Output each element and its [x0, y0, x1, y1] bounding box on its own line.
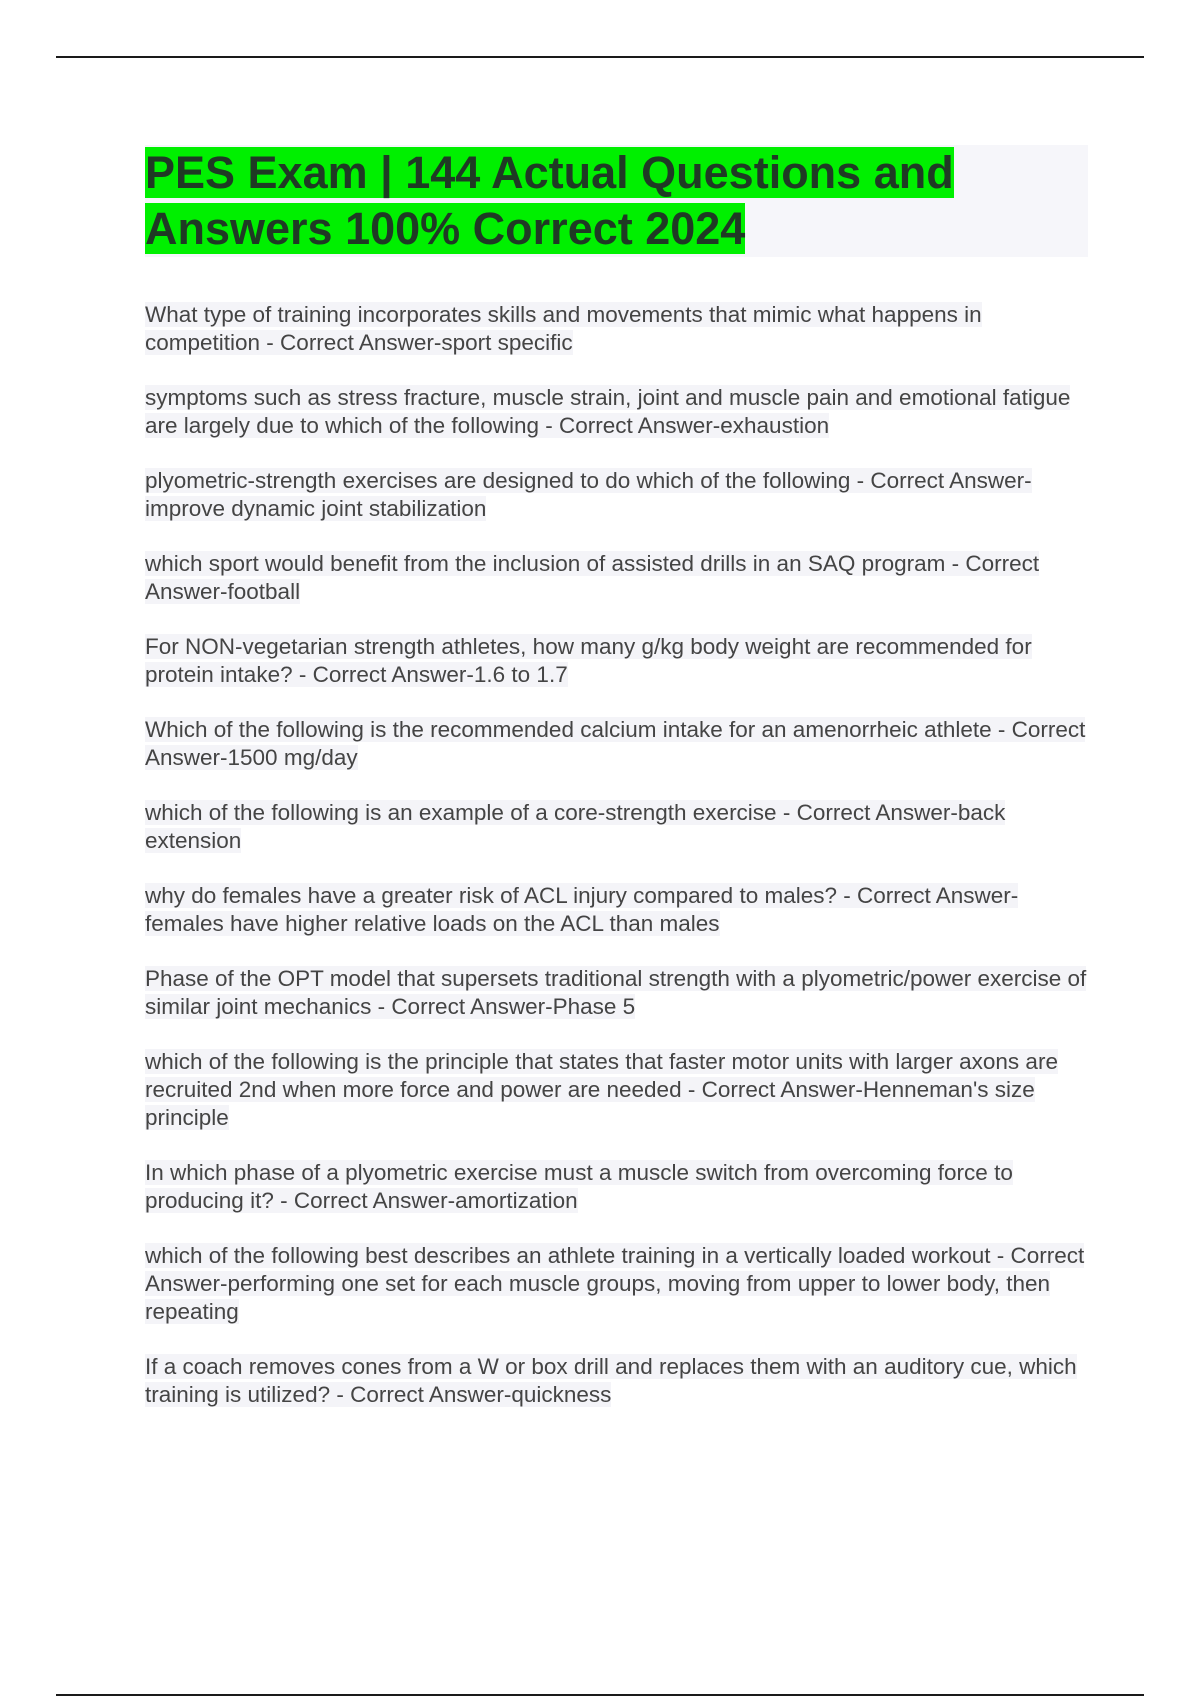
qa-item-4 — [145, 550, 1095, 606]
qa-item-text: which sport would benefit from the inclusion of assisted drills in an SAQ program - Correct Answer-football — [145, 551, 1040, 604]
qa-item-text: symptoms such as stress fracture, muscle strain, joint and muscle pain and emotional fatigue are largely due to which of the following - Correct Answer-exhaustion — [145, 385, 1071, 438]
qa-item-3 — [145, 467, 1095, 523]
qa-item-text: Which of the following is the recommended calcium intake for an amenorrheic athlete - Correct Answer-1500 mg/day — [145, 717, 1086, 770]
qa-item-text: If a coach removes cones from a W or box drill and replaces them with an auditory cue, which training is utilized? - Correct Answer-quickness — [145, 1354, 1077, 1407]
qa-item-9 — [145, 965, 1095, 1021]
qa-item-12 — [145, 1242, 1095, 1326]
qa-item-10 — [145, 1048, 1095, 1132]
bottom-rule — [56, 1694, 1144, 1696]
qa-item-text: which of the following best describes an athlete training in a vertically loaded workout - Correct Answer-performing one set for each muscle groups, moving from upper to lower body, then repeating — [145, 1243, 1085, 1324]
qa-item-text: plyometric-strength exercises are designed to do which of the following - Correct Answer-improve dynamic joint stabilization — [145, 468, 1032, 521]
qa-item-13 — [145, 1353, 1095, 1409]
qa-item-text: In which phase of a plyometric exercise must a muscle switch from overcoming force to producing it? - Correct Answer-amortization — [145, 1160, 1013, 1213]
qa-item-text: For NON-vegetarian strength athletes, how many g/kg body weight are recommended for protein intake? - Correct Answer-1.6 to 1.7 — [145, 634, 1032, 687]
document-title — [145, 145, 1045, 257]
qa-item-11 — [145, 1159, 1095, 1215]
top-rule — [56, 56, 1144, 58]
qa-item-text: why do females have a greater risk of ACL injury compared to males? - Correct Answer-females have higher relative loads on the ACL than males — [145, 883, 1019, 936]
qa-item-text: which of the following is an example of a core-strength exercise - Correct Answer-back extension — [145, 800, 1006, 853]
qa-item-2 — [145, 384, 1095, 440]
title-line-2: Answers 100% Correct 2024 — [145, 203, 746, 254]
qa-item-text: Phase of the OPT model that supersets traditional strength with a plyometric/power exercise of similar joint mechanics - Correct Answer-Phase 5 — [145, 966, 1087, 1019]
title-block — [145, 145, 1088, 257]
qa-item-6 — [145, 716, 1095, 772]
qa-item-text: which of the following is the principle that states that faster motor units with larger axons are recruited 2nd when more force and power are needed - Correct Answer-Henneman's size principle — [145, 1049, 1058, 1130]
qa-item-8 — [145, 882, 1095, 938]
qa-item-7 — [145, 799, 1095, 855]
qa-list — [145, 301, 1095, 1436]
qa-item-1 — [145, 301, 1095, 357]
qa-item-text: What type of training incorporates skills and movements that mimic what happens in competition - Correct Answer-sport specific — [145, 302, 982, 355]
qa-item-5 — [145, 633, 1095, 689]
title-line-1: PES Exam | 144 Actual Questions and — [145, 147, 954, 198]
